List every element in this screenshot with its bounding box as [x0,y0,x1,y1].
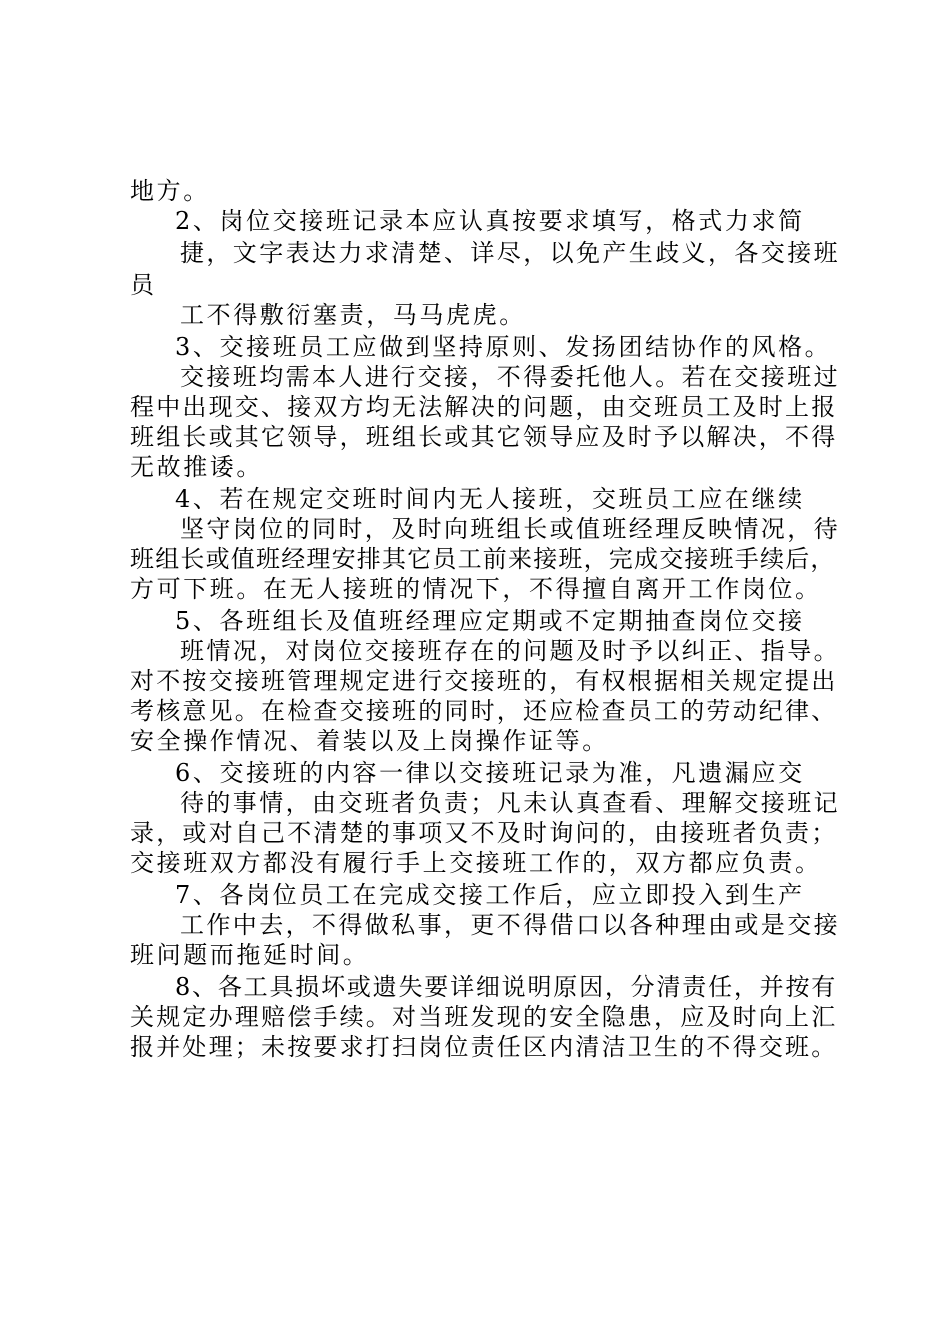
text-line: 工作中去，不得做私事，更不得借口以各种理由或是交接 [180,911,840,939]
text-line: 3、交接班员工应做到坚持原则、发扬团结协作的风格。 [175,333,832,361]
text-line: 班问题而拖延时间。 [130,941,370,969]
text-line: 班组长或值班经理安排其它员工前来接班，完成交接班手续后， [130,545,836,573]
text-line: 待的事情，由交班者负责；凡未认真查看、理解交接班记 [180,789,840,817]
text-line: 班情况，对岗位交接班存在的问题及时予以纠正、指导。 [180,637,840,665]
text-line: 6、交接班的内容一律以交接班记录为准，凡遗漏应交 [175,759,805,787]
text-line: 坚守岗位的同时，及时向班组长或值班经理反映情况，待 [180,515,840,543]
text-line: 交接班均需本人进行交接，不得委托他人。若在交接班过 [180,363,840,391]
text-line: 安全操作情况、着装以及上岗操作证等。 [130,727,609,755]
text-line: 班组长或其它领导，班组长或其它领导应及时予以解决，不得 [130,423,838,451]
text-line: 员 [130,271,157,299]
text-line: 方可下班。在无人接班的情况下，不得擅自离开工作岗位。 [130,575,822,603]
text-line: 8、各工具损坏或遗失要详细说明原因，分清责任，并按有 [175,973,838,1001]
text-line: 捷，文字表达力求清楚、详尽，以免产生歧义，各交接班 [180,239,840,267]
text-line: 工不得敷衍塞责，马马虎虎。 [180,301,526,329]
text-line: 关规定办理赔偿手续。对当班发现的安全隐患，应及时向上汇 [130,1003,838,1031]
text-line: 无故推诿。 [130,453,263,481]
text-line: 2、岗位交接班记录本应认真按要求填写，格式力求简 [175,207,805,235]
text-line: 程中出现交、接双方均无法解决的问题，由交班员工及时上报 [130,393,838,421]
text-line: 地方。 [130,177,210,205]
text-line: 录，或对自己不清楚的事项又不及时询问的，由接班者负责； [130,819,838,847]
text-line: 5、各班组长及值班经理应定期或不定期抽查岗位交接 [175,607,805,635]
text-line: 考核意见。在检查交接班的同时，还应检查员工的劳动纪律、 [130,697,838,725]
text-line: 报并处理；未按要求打扫岗位责任区内清洁卫生的不得交班。 [130,1033,838,1061]
text-line: 7、各岗位员工在完成交接工作后，应立即投入到生产 [175,881,805,909]
text-line: 对不按交接班管理规定进行交接班的，有权根据相关规定提出 [130,667,838,695]
text-line: 4、若在规定交班时间内无人接班，交班员工应在继续 [175,485,805,513]
text-line: 交接班双方都没有履行手上交接班工作的，双方都应负责。 [130,849,822,877]
